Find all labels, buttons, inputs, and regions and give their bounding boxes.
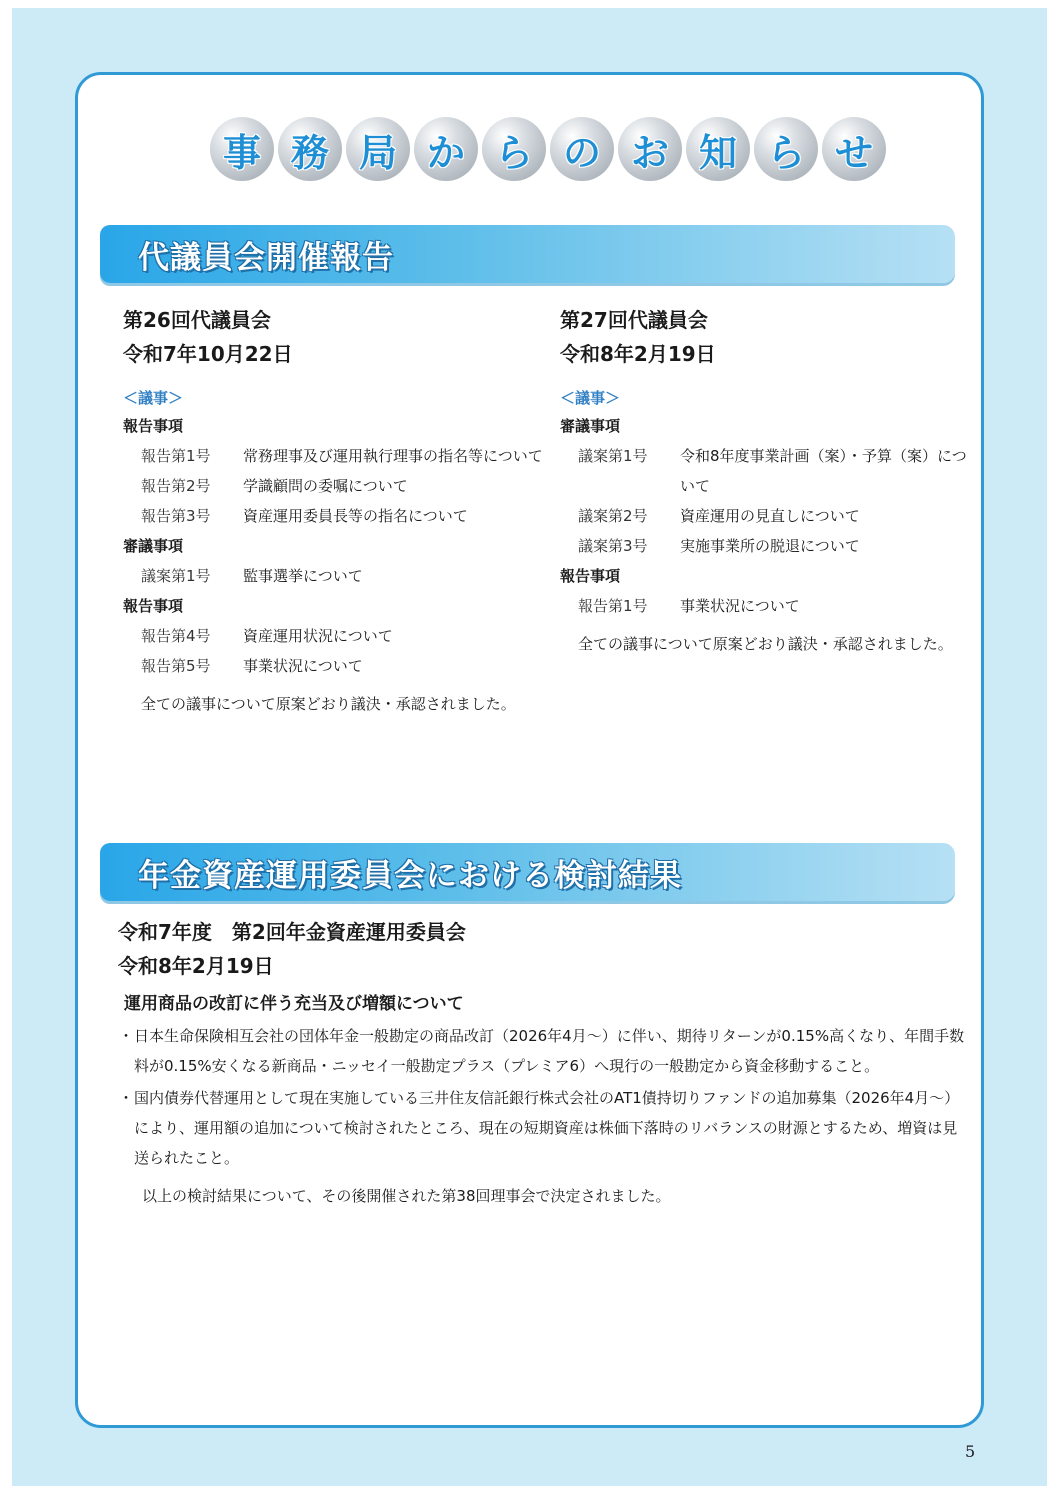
- category-label: 報告事項: [123, 417, 184, 435]
- meeting-date: 令和7年10月22日: [123, 342, 293, 366]
- notice-card: [75, 72, 984, 1428]
- title-char: せ: [822, 117, 886, 181]
- category-label: 審議事項: [123, 537, 184, 555]
- meeting-title: 第27回代議員会: [560, 308, 708, 332]
- conclusion-text: 以上の検討結果について、その後開催された第38回理事会で決定されました。: [142, 1187, 671, 1205]
- conclusion-text: 全ての議事について原案どおり議決・承認されました。: [578, 635, 953, 653]
- meeting-27-column: [560, 303, 980, 659]
- agenda-label: ＜議事＞: [123, 389, 184, 407]
- agenda-item: 議案第1号 監事選挙について: [141, 567, 363, 585]
- meeting-26-column: [123, 303, 543, 719]
- page-title: [210, 117, 886, 181]
- agenda-item: 議案第2号 資産運用の見直しについて: [578, 507, 860, 525]
- agenda-item: 議案第1号 令和8年度事業計画（案）・予算（案）について: [578, 447, 967, 495]
- title-char: か: [414, 117, 478, 181]
- agenda-item: 報告第2号 学識顧問の委嘱について: [141, 477, 408, 495]
- page-number: 5: [965, 1442, 976, 1461]
- section-heading-delegates: [100, 225, 955, 283]
- title-char: お: [618, 117, 682, 181]
- agenda-item: 報告第3号 資産運用委員長等の指名について: [141, 507, 468, 525]
- conclusion-text: 全ての議事について原案どおり議決・承認されました。: [141, 695, 516, 713]
- meeting-title: 令和7年度 第2回年金資産運用委員会: [118, 920, 466, 944]
- agenda-item: 報告第1号 常務理事及び運用執行理事の指名等について: [141, 447, 543, 465]
- category-label: 報告事項: [123, 597, 184, 615]
- title-char: ら: [754, 117, 818, 181]
- section-heading-text: 代議員会開催報告: [138, 240, 394, 276]
- category-label: 報告事項: [560, 567, 621, 585]
- title-char: 事: [210, 117, 274, 181]
- title-char: 務: [278, 117, 342, 181]
- committee-results: [118, 915, 968, 1211]
- topic-heading: 運用商品の改訂に伴う充当及び増額について: [124, 994, 464, 1014]
- category-label: 審議事項: [560, 417, 621, 435]
- section-heading-pension-committee: [100, 843, 955, 901]
- bullet-item: ・ 国内債券代替運用として現在実施している三井住友信託銀行株式会社のAT1債持切りファンドの追加募集（2026年4月～）により、運用額の追加について検討されたところ、現在の短期資産は株価下落時のリバランスの財源とするため、増資は見送られたこと。: [118, 1089, 960, 1167]
- title-char: 局: [346, 117, 410, 181]
- agenda-label: ＜議事＞: [560, 389, 621, 407]
- agenda-item: 議案第3号 実施事業所の脱退について: [578, 537, 860, 555]
- agenda-item: 報告第1号 事業状況について: [578, 597, 800, 615]
- meeting-title: 第26回代議員会: [123, 308, 271, 332]
- meeting-date: 令和8年2月19日: [118, 954, 274, 978]
- page-background: [12, 8, 1047, 1486]
- meeting-date: 令和8年2月19日: [560, 342, 716, 366]
- agenda-item: 報告第5号 事業状況について: [141, 657, 363, 675]
- title-char: の: [550, 117, 614, 181]
- section-heading-text: 年金資産運用委員会における検討結果: [138, 858, 682, 894]
- agenda-item: 報告第4号 資産運用状況について: [141, 627, 393, 645]
- title-char: ら: [482, 117, 546, 181]
- title-char: 知: [686, 117, 750, 181]
- bullet-item: ・ 日本生命保険相互会社の団体年金一般勘定の商品改訂（2026年4月～）に伴い、期待リターンが0.15%高くなり、年間手数料が0.15%安くなる新商品・ニッセイ一般勘定プラス（プレミア6）へ現行の一般勘定から資金移動すること。: [118, 1027, 965, 1075]
